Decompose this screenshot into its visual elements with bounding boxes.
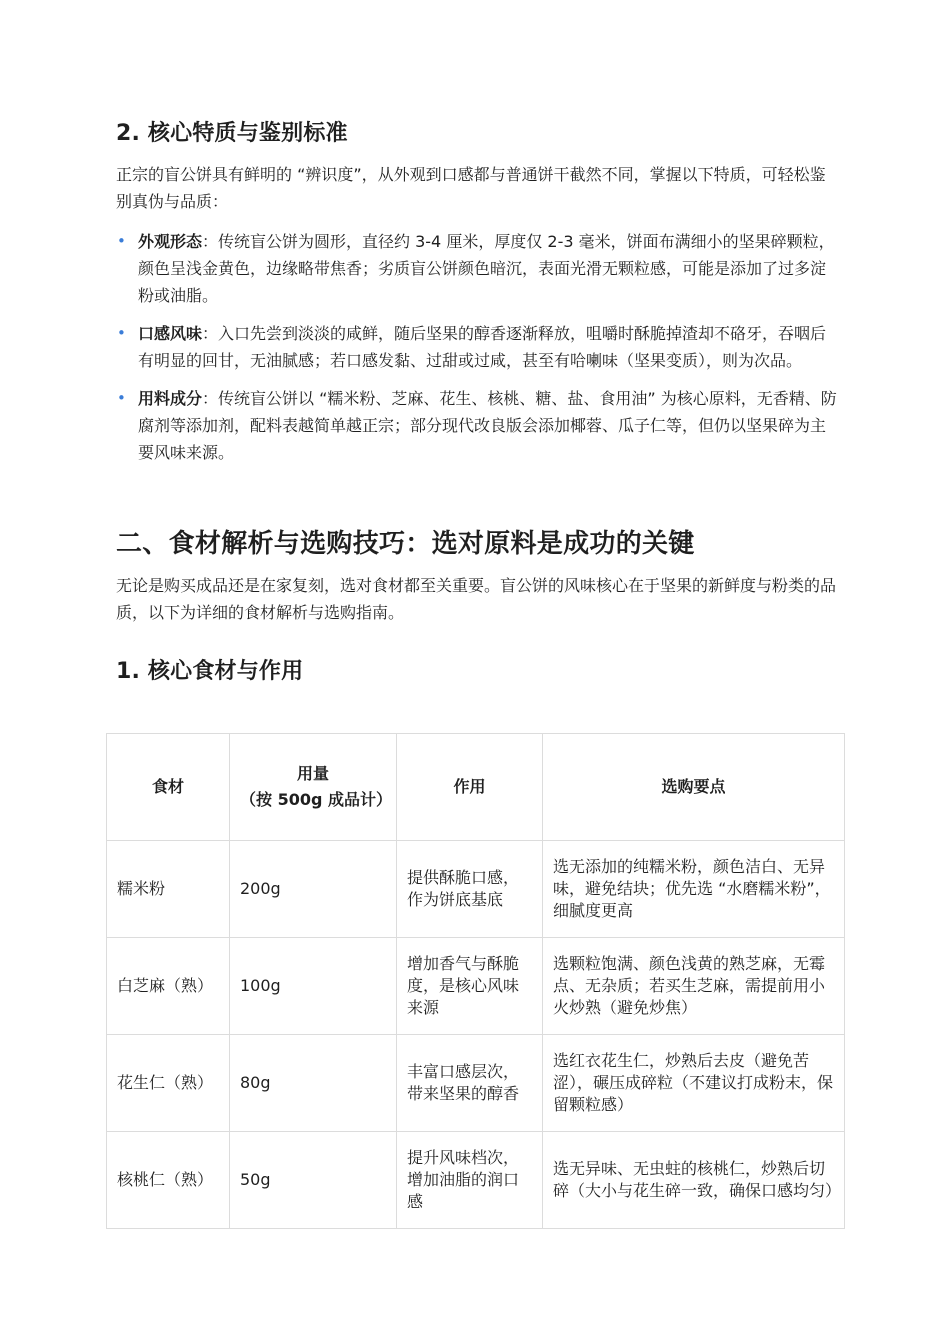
cell-ingredient: 花生仁（熟）	[107, 1035, 230, 1132]
cell-function: 提供酥脆口感，作为饼底基底	[397, 841, 543, 938]
table-header-row	[107, 734, 845, 841]
bullet-text: ：传统盲公饼为圆形，直径约 3-4 厘米，厚度仅 2-3 毫米，饼面布满细小的坚果碎颗粒，颜色呈浅金黄色，边缘略带焦香；劣质盲公饼颜色暗沉，表面光滑无颗粒感，可能是添加了过多淀粉或油脂。	[138, 232, 835, 305]
cell-amount: 50g	[230, 1132, 397, 1229]
bullet-item-appearance	[116, 228, 838, 309]
table-row	[107, 841, 845, 938]
chapter-heading-ingredients: 二、食材解析与选购技巧：选对原料是成功的关键	[116, 529, 695, 559]
table-row	[107, 1132, 845, 1229]
cell-buying-tips: 选颗粒饱满、颜色浅黄的熟芝麻，无霉点、无杂质；若买生芝麻，需提前用小火炒熟（避免炒焦）	[543, 938, 845, 1035]
cell-buying-tips: 选红衣花生仁，炒熟后去皮（避免苦涩），碾压成碎粒（不建议打成粉末，保留颗粒感）	[543, 1035, 845, 1132]
cell-buying-tips: 选无异味、无虫蛀的核桃仁，炒熟后切碎（大小与花生碎一致，确保口感均匀）	[543, 1132, 845, 1229]
bullet-term: 外观形态	[138, 232, 203, 251]
table-row	[107, 938, 845, 1035]
cell-function: 增加香气与酥脆度，是核心风味来源	[397, 938, 543, 1035]
bullet-term: 口感风味	[138, 324, 203, 343]
cell-ingredient: 糯米粉	[107, 841, 230, 938]
cell-ingredient: 白芝麻（熟）	[107, 938, 230, 1035]
header-amount	[230, 734, 397, 841]
bullet-term: 用料成分	[138, 389, 203, 408]
ingredients-table	[106, 733, 845, 1229]
traits-bullet-list	[116, 228, 838, 477]
section-heading-core-traits: 2. 核心特质与鉴别标准	[116, 121, 348, 146]
section-intro-paragraph: 正宗的盲公饼具有鲜明的 “辨识度”，从外观到口感都与普通饼干截然不同，掌握以下特质，可轻松鉴别真伪与品质：	[116, 165, 826, 211]
section-heading-core-ingredients: 1. 核心食材与作用	[116, 659, 304, 684]
cell-function: 提升风味档次，增加油脂的润口感	[397, 1132, 543, 1229]
bullet-dot-icon: •	[117, 324, 126, 342]
cell-amount: 80g	[230, 1035, 397, 1132]
cell-amount: 200g	[230, 841, 397, 938]
header-ingredient: 食材	[107, 734, 230, 841]
cell-amount: 100g	[230, 938, 397, 1035]
bullet-item-taste	[116, 320, 838, 374]
bullet-text: ：入口先尝到淡淡的咸鲜，随后坚果的醇香逐渐释放，咀嚼时酥脆掉渣却不硌牙，吞咽后有明显的回甘，无油腻感；若口感发黏、过甜或过咸，甚至有哈喇味（坚果变质），则为次品。	[138, 324, 827, 370]
bullet-dot-icon: •	[117, 232, 126, 250]
bullet-text: ：传统盲公饼以 “糯米粉、芝麻、花生、核桃、糖、盐、食用油” 为核心原料，无香精、防腐剂等添加剂，配料表越简单越正宗；部分现代改良版会添加椰蓉、瓜子仁等，但仍以坚果碎为主要风味来源。	[138, 389, 837, 462]
chapter-intro-paragraph: 无论是购买成品还是在家复刻，选对食材都至关重要。盲公饼的风味核心在于坚果的新鲜度与粉类的品质，以下为详细的食材解析与选购指南。	[116, 576, 837, 622]
cell-buying-tips: 选无添加的纯糯米粉，颜色洁白、无异味，避免结块；优先选 “水磨糯米粉”，细腻度更高	[543, 841, 845, 938]
table-row	[107, 1035, 845, 1132]
bullet-dot-icon: •	[117, 389, 126, 407]
bullet-item-ingredients	[116, 385, 838, 466]
cell-function: 丰富口感层次，带来坚果的醇香	[397, 1035, 543, 1132]
header-buying-tips: 选购要点	[543, 734, 845, 841]
header-amount-text: 用量 （按 500g 成品计）	[240, 764, 392, 809]
cell-ingredient: 核桃仁（熟）	[107, 1132, 230, 1229]
header-function: 作用	[397, 734, 543, 841]
